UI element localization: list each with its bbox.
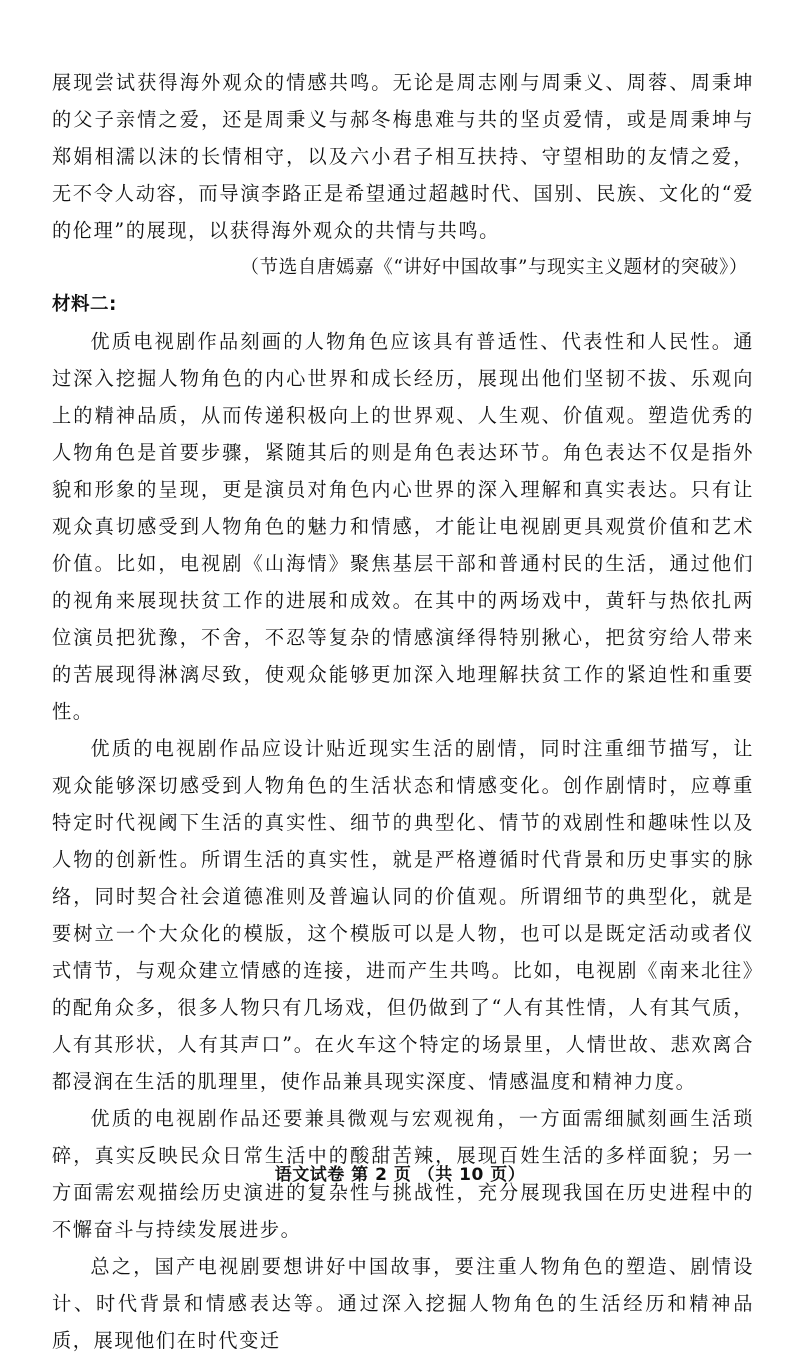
material-two-heading: 材料二: <box>52 294 117 315</box>
material-two-paragraph-2: 优质的电视剧作品应设计贴近现实生活的剧情，同时注重细节描写，让观众能够深切感受到人物角色的生活状态和情感变化。创作剧情时，应尊重特定时代视阈下生活的真实性、细节的典型化、情节的戏剧性和趣味性以及人物的创新性。所谓生活的真实性，就是严格遵循时代背景和历史事实的脉络，同时契合社会道德准则及普遍认同的价值观。所谓细节的典型化，就是要树立一个大众化的模版，这个模版可以是人物，也可以是既定活动或者仪式情节，与观众建立情感的连接，进而产生共鸣。比如，电视剧《南来北往》的配角众多，很多人物只有几场戏，但仍做到了“人有其性情，人有其气质，人有其形状，人有其声口”。在火车这个特定的场景里，人情世故、悲欢离合都浸润在生活的肌理里，使作品兼具现实深度、情感温度和精神力度。 <box>52 737 754 1093</box>
material-two-paragraph-1: 优质电视剧作品刻画的人物角色应该具有普适性、代表性和人民性。通过深入挖掘人物角色的内心世界和成长经历，展现出他们坚韧不拔、乐观向上的精神品质，从而传递积极向上的世界观、人生观、价值观。塑造优秀的人物角色是首要步骤，紧随其后的则是角色表达环节。角色表达不仅是指外貌和形象的呈现，更是演员对角色内心世界的深入理解和真实表达。只有让观众真切感受到人物角色的魅力和情感，才能让电视剧更具观赏价值和艺术价值。比如，电视剧《山海情》聚焦基层干部和普通村民的生活，通过他们的视角来展现扶贫工作的进展和成效。在其中的两场戏中，黄轩与热依扎两位演员把犹豫，不舍，不忍等复杂的情感演绎得特别揪心，把贫穷给人带来的苦展现得淋漓尽致，使观众能够更加深入地理解扶贫工作的紧迫性和重要性。 <box>52 330 754 723</box>
source-citation: （节选自唐嫣嘉《“讲好中国故事”与现实主义题材的突破》） <box>240 257 748 278</box>
page-footer: 语文试卷 第 2 页 （共 10 页） <box>274 1165 526 1185</box>
material-two-paragraph-3: 优质的电视剧作品还要兼具微观与宏观视角，一方面需细腻刻画生活琐碎，真实反映民众日常生活中的酸甜苦辣，展现百姓生活的多样面貌；另一方面需宏观描绘历史演进的复杂性与挑战性，充分展现我国在历史进程中的不懈奋斗与持续发展进步。 <box>52 1107 754 1241</box>
opening-paragraph: 展现尝试获得海外观众的情感共鸣。无论是周志刚与周秉义、周蓉、周秉坤的父子亲情之爱，还是周秉义与郝冬梅患难与共的坚贞爱情，或是周秉坤与郑娟相濡以沫的长情相守，以及六小君子相互扶持、守望相助的友情之爱，无不令人动容，而导演李路正是希望通过超越时代、国别、民族、文化的“爱的伦理”的展现，以获得海外观众的共情与共鸣。 <box>52 71 754 242</box>
material-two-paragraph-4: 总之，国产电视剧要想讲好中国故事，要注重人物角色的塑造、剧情设计、时代背景和情感表达等。通过深入挖掘人物角色的生活经历和精神品质，展现他们在时代变迁 <box>52 1255 754 1352</box>
